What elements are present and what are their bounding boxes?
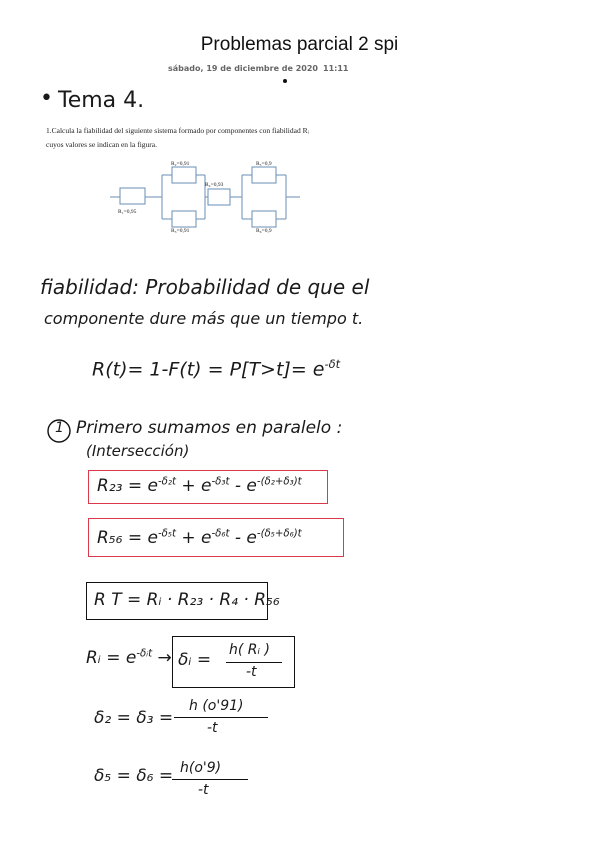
r56-exp-3: -(δ₅+δ₆)t bbox=[256, 528, 302, 540]
r56-term-2: + e bbox=[181, 528, 212, 548]
r56-term-3: - e bbox=[234, 528, 257, 548]
formula-rt: R T = Rᵢ · R₂₃ · R₄ · R₅₆ bbox=[94, 590, 280, 610]
step-1-line-1: Primero sumamos en paralelo : bbox=[76, 418, 343, 438]
block-r3 bbox=[172, 211, 196, 227]
formula-ri bbox=[86, 648, 172, 668]
label-r6: R₆=0,9 bbox=[256, 228, 272, 234]
formula-reliability-text: R(t)= 1-F(t) = P[T>t]= e bbox=[92, 358, 325, 381]
label-r3: R₃=0,91 bbox=[171, 228, 190, 234]
r56-term-1: e bbox=[147, 528, 158, 548]
problem-line-2: cuyos valores se indican en la figura. bbox=[46, 140, 158, 149]
formula-reliability bbox=[92, 357, 340, 380]
delta-56-lhs: δ₅ = δ₆ = bbox=[94, 766, 174, 786]
delta-23-denominator: -t bbox=[207, 720, 218, 736]
note-date: sábado, 19 de diciembre de 2020 bbox=[168, 64, 318, 73]
page-title: Problemas parcial 2 spi bbox=[200, 34, 399, 55]
topic-bullet: • bbox=[40, 86, 53, 111]
step-1-number: 1 bbox=[55, 420, 64, 436]
r23-exp-1: -δ₂t bbox=[157, 476, 176, 488]
reliability-diagram bbox=[110, 155, 310, 240]
r56-lhs: R₅₆ = bbox=[97, 528, 143, 548]
label-r2: R₂=0,91 bbox=[171, 161, 190, 167]
delta-56-numerator: h(o'9) bbox=[180, 760, 222, 776]
label-r4: R₄=0,93 bbox=[205, 182, 224, 188]
ri-arrow: → bbox=[157, 648, 172, 668]
delta-i-fraction-bar bbox=[226, 662, 282, 663]
delta-i-numerator: h( Rᵢ ) bbox=[229, 642, 270, 658]
r56-exp-1: -δ₅t bbox=[157, 528, 176, 540]
delta-23-numerator: h (o'91) bbox=[189, 698, 244, 714]
label-r5: R₅=0,9 bbox=[256, 161, 272, 167]
r23-exp-3: -(δ₂+δ₃)t bbox=[256, 476, 302, 488]
definition-line-1: fiabilidad: Probabilidad de que el bbox=[40, 275, 370, 299]
formula-reliability-exp: -δt bbox=[324, 357, 341, 371]
block-r1 bbox=[120, 188, 145, 204]
ri-lhs: Rᵢ = e bbox=[86, 648, 137, 668]
delta-i-lhs: δᵢ = bbox=[178, 650, 212, 670]
r23-term-1: e bbox=[147, 476, 158, 496]
delta-56-fraction-bar bbox=[172, 779, 248, 780]
block-r6 bbox=[252, 211, 276, 227]
note-time: 11:11 bbox=[323, 64, 349, 73]
formula-r23 bbox=[97, 476, 302, 496]
formula-r56 bbox=[97, 528, 302, 548]
definition-line-2: componente dure más que un tiempo t. bbox=[44, 309, 364, 328]
block-r2 bbox=[172, 167, 196, 183]
r56-exp-2: -δ₆t bbox=[211, 528, 230, 540]
delta-56-denominator: -t bbox=[198, 782, 209, 798]
topic-heading: Tema 4. bbox=[58, 88, 145, 113]
delta-23-fraction-bar bbox=[174, 717, 268, 718]
r23-term-3: - e bbox=[234, 476, 257, 496]
problem-line-1: 1.Calcula la fiabilidad del siguiente sistema formado por componentes con fiabilidad Rᵢ bbox=[46, 126, 309, 135]
step-1-line-2: (Intersección) bbox=[86, 442, 190, 460]
r23-exp-2: -δ₃t bbox=[211, 476, 230, 488]
r23-term-2: + e bbox=[181, 476, 212, 496]
delta-i-denominator: -t bbox=[246, 664, 257, 680]
label-r1: R₁=0,95 bbox=[118, 209, 137, 215]
header-dot bbox=[283, 79, 287, 83]
block-r5 bbox=[252, 167, 276, 183]
delta-23-lhs: δ₂ = δ₃ = bbox=[94, 708, 174, 728]
r23-lhs: R₂₃ = bbox=[97, 476, 143, 496]
ri-exp: -δᵢt bbox=[136, 648, 153, 660]
block-r4 bbox=[208, 189, 230, 205]
